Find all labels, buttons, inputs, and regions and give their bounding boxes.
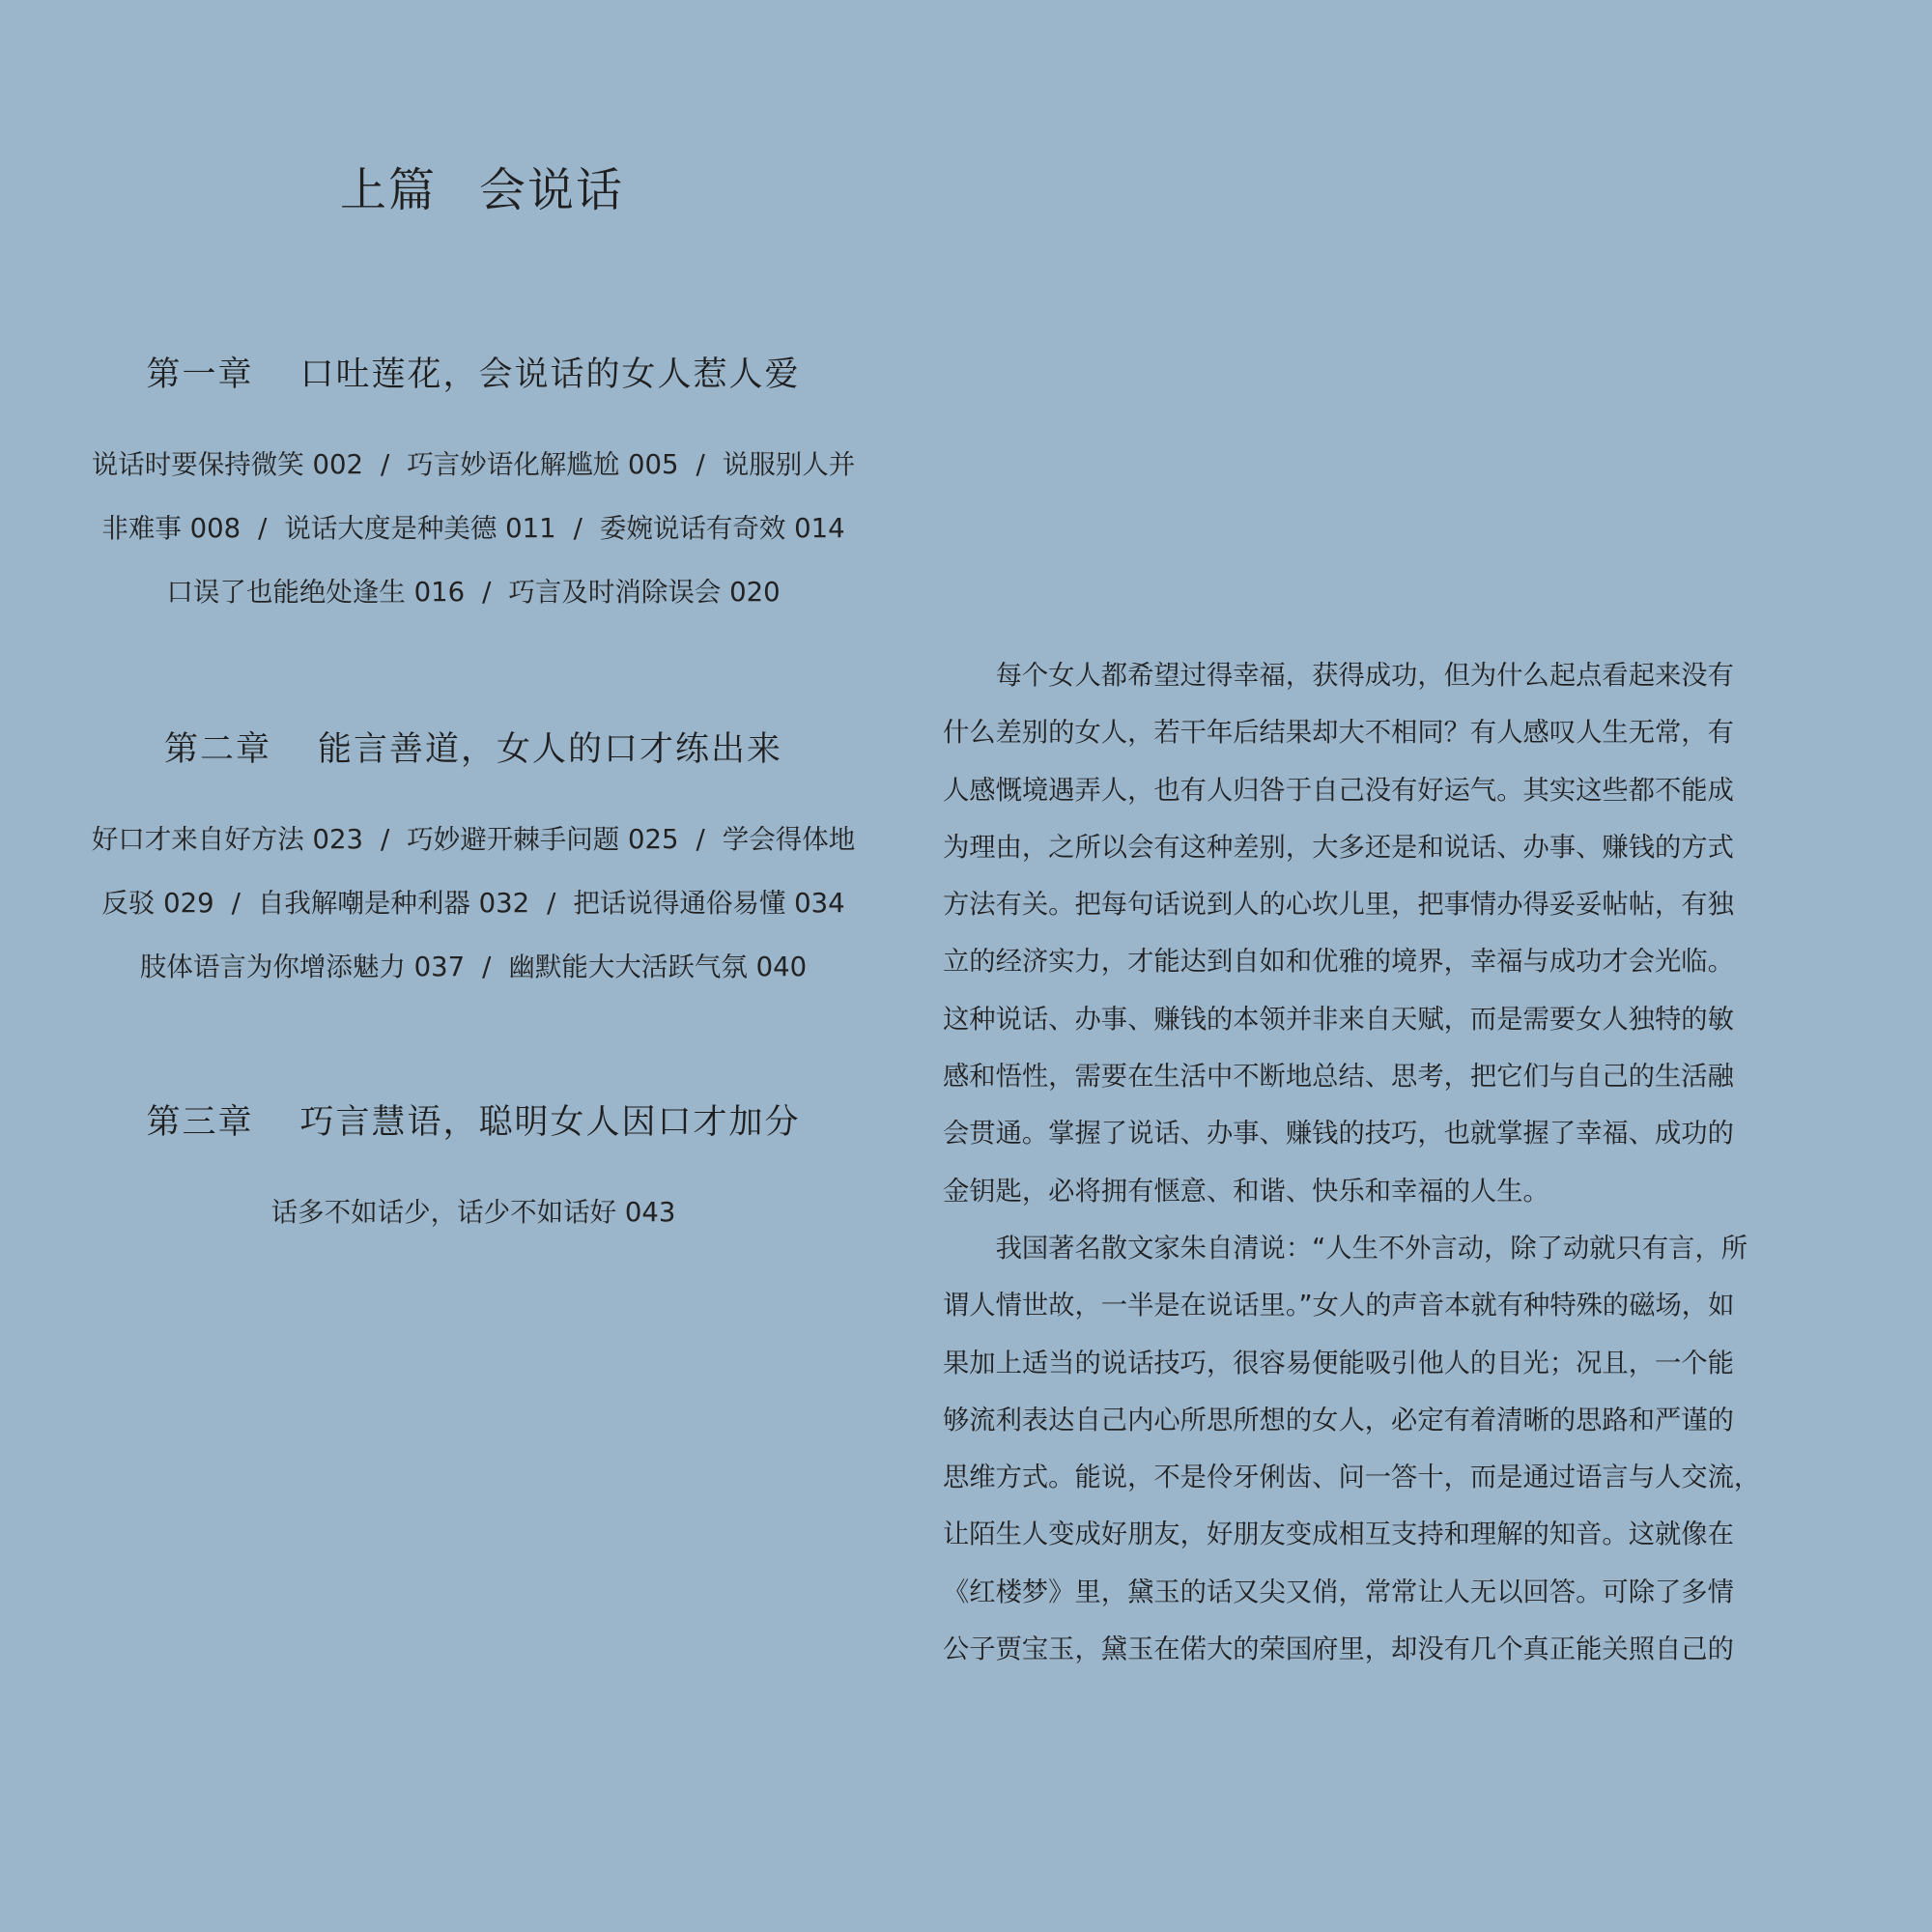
separator: / <box>696 824 705 855</box>
toc-entry[interactable]: 委婉说话有奇效 014 <box>599 513 845 544</box>
toc-entry[interactable]: 说话时要保持微笑 002 <box>91 449 363 480</box>
chapter-3-title <box>48 1095 898 1144</box>
preface-text <box>943 647 1845 1678</box>
toc-entry[interactable]: 话多不如话少，话少不如话好 043 <box>270 1197 676 1228</box>
text-line: 够流利表达自己内心所思所想的女人，必定有着清晰的思路和严谨的 <box>943 1405 1734 1435</box>
chapter-number: 第二章 <box>163 730 271 769</box>
toc-line <box>39 560 908 624</box>
chapter-number: 第三章 <box>146 1103 254 1142</box>
text-line: 谓人情世故，一半是在说话里。”女人的声音本就有种特殊的磁场，如 <box>943 1291 1735 1321</box>
toc-line <box>39 871 908 935</box>
chapter-name: 巧言慧语，聪明女人因口才加分 <box>299 1103 801 1142</box>
toc-entry[interactable]: 巧言妙语化解尴尬 005 <box>407 449 679 480</box>
separator: / <box>380 449 390 480</box>
separator: / <box>380 824 390 855</box>
text-line: 什么差别的女人，若干年后结果却大不相同？有人感叹人生无常，有 <box>943 718 1734 749</box>
toc-entry[interactable]: 把话说得通俗易懂 034 <box>573 888 845 919</box>
text-line: 感和悟性，需要在生活中不断地总结、思考，把它们与自己的生活融 <box>943 1062 1734 1093</box>
text-line: 金钥匙，必将拥有惬意、和谐、快乐和幸福的人生。 <box>943 1176 1549 1207</box>
separator: / <box>258 513 268 544</box>
text-line: 立的经济实力，才能达到自如和优雅的境界，幸福与成功才会光临。 <box>943 947 1734 978</box>
separator: / <box>547 888 556 919</box>
toc-entry[interactable]: 反驳 029 <box>101 888 214 919</box>
text-line: 思维方式。能说，不是伶牙俐齿、问一答十，而是通过语言与人交流， <box>943 1463 1761 1493</box>
chapter-2-entries <box>39 808 908 999</box>
text-line: 我国著名散文家朱自清说：“人生不外言动，除了动就只有言，所 <box>943 1233 1748 1264</box>
toc-entry[interactable]: 自我解嘲是种利器 032 <box>257 888 530 919</box>
part-title <box>340 153 624 219</box>
toc-entry[interactable]: 好口才来自好方法 023 <box>91 824 363 855</box>
text-line: 让陌生人变成好朋友，好朋友变成相互支持和理解的知音。这就像在 <box>943 1520 1734 1550</box>
separator: / <box>482 952 492 982</box>
separator: / <box>696 449 705 480</box>
chapter-1-entries <box>39 433 908 624</box>
toc-entry[interactable]: 说服别人并 <box>722 449 856 480</box>
toc-entry[interactable]: 非难事 008 <box>101 513 242 544</box>
text-line: 为理由，之所以会有这种差别，大多还是和说话、办事、赚钱的方式 <box>943 832 1734 863</box>
text-line: 这种说话、办事、赚钱的本领并非来自天赋，而是需要女人独特的敏 <box>943 1004 1734 1035</box>
toc-entry[interactable]: 肢体语言为你增添魅力 037 <box>139 952 466 982</box>
chapter-number: 第一章 <box>146 355 254 394</box>
text-line: 方法有关。把每句话说到人的心坎儿里，把事情办得妥妥帖帖，有独 <box>943 890 1734 921</box>
chapter-2-title <box>48 723 898 771</box>
toc-line <box>39 497 908 560</box>
toc-entry[interactable]: 幽默能大大活跃气氛 040 <box>508 952 808 982</box>
text-line: 公子贾宝玉，黛玉在偌大的荣国府里，却没有几个真正能关照自己的 <box>943 1634 1734 1665</box>
text-line: 每个女人都希望过得幸福，获得成功，但为什么起点看起来没有 <box>943 661 1734 691</box>
separator: / <box>482 577 492 608</box>
text-line: 果加上适当的说话技巧，很容易便能吸引他人的目光；况且，一个能 <box>943 1348 1734 1378</box>
toc-line <box>39 935 908 999</box>
toc-entry[interactable]: 口误了也能绝处逢生 016 <box>166 577 466 608</box>
text-line: 人感慨境遇弄人，也有人归咎于自己没有好运气。其实这些都不能成 <box>943 775 1734 806</box>
chapter-3-entries <box>39 1180 908 1244</box>
toc-line <box>39 1180 908 1244</box>
toc-entry[interactable]: 学会得体地 <box>722 824 856 855</box>
chapter-name: 能言善道，女人的口才练出来 <box>318 730 783 769</box>
part-title-name: 会说话 <box>479 163 625 217</box>
chapter-1-title <box>48 348 898 396</box>
toc-line <box>39 808 908 871</box>
text-line: 会贯通。掌握了说话、办事、赚钱的技巧，也就掌握了幸福、成功的 <box>943 1119 1734 1150</box>
toc-entry[interactable]: 巧妙避开棘手问题 025 <box>407 824 679 855</box>
toc-line <box>39 433 908 497</box>
chapter-name: 口吐莲花，会说话的女人惹人爱 <box>299 355 801 394</box>
toc-entry[interactable]: 巧言及时消除误会 020 <box>508 577 781 608</box>
text-line: 《红楼梦》里，黛玉的话又尖又俏，常常让人无以回答。可除了多情 <box>943 1577 1734 1607</box>
separator: / <box>573 513 582 544</box>
toc-entry[interactable]: 说话大度是种美德 011 <box>284 513 556 544</box>
part-title-label: 上篇 <box>340 163 438 217</box>
separator: / <box>231 888 241 919</box>
